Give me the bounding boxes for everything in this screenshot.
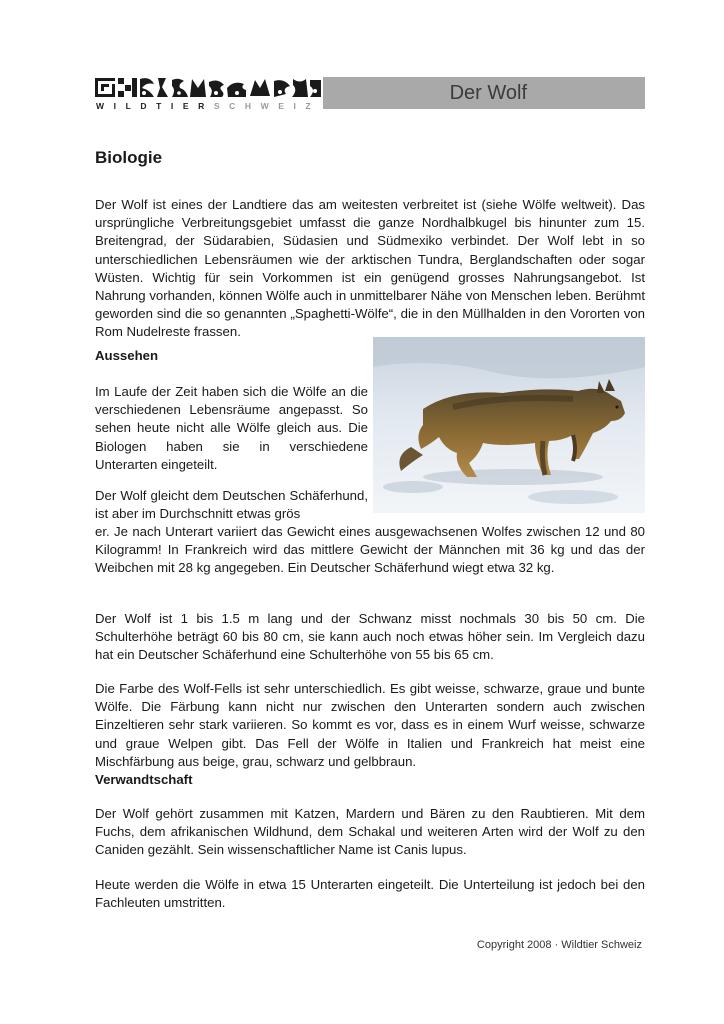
aussehen-paragraph-1: Im Laufe der Zeit haben sich die Wölfe an die verschiedenen Lebensräume angepasst. So sehen heute nicht alle Wölfe gleich aus. Die Biologen haben sie in verschiedene Unterarten eingeteilt. [95, 384, 368, 472]
footer-copyright: Copyright 2008 · Wildtier Schweiz [476, 939, 642, 951]
page-header [94, 76, 645, 112]
logo-word-wildtier: WILDTIER [96, 101, 214, 111]
section-heading-aussehen: Aussehen [95, 348, 159, 363]
verwandtschaft-paragraph-1: Der Wolf gehört zusammen mit Katzen, Mardern und Bären zu den Raubtieren. Mit dem Fuchs, dem afrikanischen Wildhund, dem Schakal und weiteren Arten wird der Wolf zu den Caniden gezählt. Sein wissenschaftlicher Name ist Canis lupus. [95, 806, 645, 858]
logo-pattern-icon [94, 76, 322, 99]
wolf-icon [373, 337, 645, 513]
logo-wordmark [96, 101, 326, 111]
aussehen-paragraph-2-start: Der Wolf gleicht dem Deutschen Schäferhund, ist aber im Durchschnitt etwas grös [95, 488, 368, 522]
section-heading-biologie: Biologie [95, 148, 163, 167]
logo-word-schweiz: SCHWEIZ [213, 101, 321, 111]
title-bar [323, 77, 645, 109]
wildtier-schweiz-logo [94, 76, 322, 112]
page-title: Der Wolf [449, 82, 527, 104]
section-heading-verwandtschaft: Verwandtschaft [95, 772, 193, 787]
aussehen-paragraph-4: Die Farbe des Wolf-Fells ist sehr unterschiedlich. Es gibt weisse, schwarze, graue und bunte Wölfe. Die Färbung kann nicht nur zwischen den Unterarten sondern auch zwischen Einzeltieren sehr stark variieren. So kommt es vor, dass es in einem Wurf weisse, schwarze und graue Welpen gibt. Das Fell der Wölfe in Italien und Frankreich hat meist eine Mischfärbung aus beige, grau, schwarz und gelbbraun. [95, 681, 645, 769]
aussehen-paragraph-3: Der Wolf ist 1 bis 1.5 m lang und der Schwanz misst nochmals 30 bis 50 cm. Die Schulterhöhe beträgt 60 bis 80 cm, sie kann auch noch etwas höher sein. Im Vergleich dazu hat ein Deutscher Schäferhund eine Schulterhöhe von 55 bis 65 cm. [95, 611, 645, 663]
intro-paragraph: Der Wolf ist eines der Landtiere das am weitesten verbreitet ist (siehe Wölfe weltweit). Das ursprüngliche Verbreitungsgebiet umfasst die ganze Nordhalbkugel bis hinunter zum 15. Breitengrad, der Südarabien, Südasien und Südmexiko verbindet. Der Wolf lebt in so unterschiedlichen Lebensräumen wie der arktischen Tundra, Berglandschaften oder sogar Wüsten. Wichtig für sein Vorkommen ist ein genügend grosses Nahrungsangebot. Ist Nahrung vorhanden, können Wölfe auch in unmittelbarer Nähe von Menschen leben. Berühmt geworden sind die so genannten „Spaghetti-Wölfe“, die in den Müllhalden in den Vororten von Rom Nudelreste frassen. [95, 197, 645, 340]
aussehen-paragraph-2-rest: er. Je nach Unterart variiert das Gewicht eines ausgewachsenen Wolfes zwischen 12 und 80 Kilogramm! In Frankreich wird das mittlere Gewicht der Männchen mit 36 kg und das der Weibchen mit 28 kg angegeben. Ein Deutscher Schäferhund wiegt etwa 32 kg. [95, 524, 645, 576]
wolf-photo [373, 337, 645, 513]
verwandtschaft-paragraph-2: Heute werden die Wölfe in etwa 15 Unterarten eingeteilt. Die Unterteilung ist jedoch bei den Fachleuten umstritten. [95, 877, 645, 911]
